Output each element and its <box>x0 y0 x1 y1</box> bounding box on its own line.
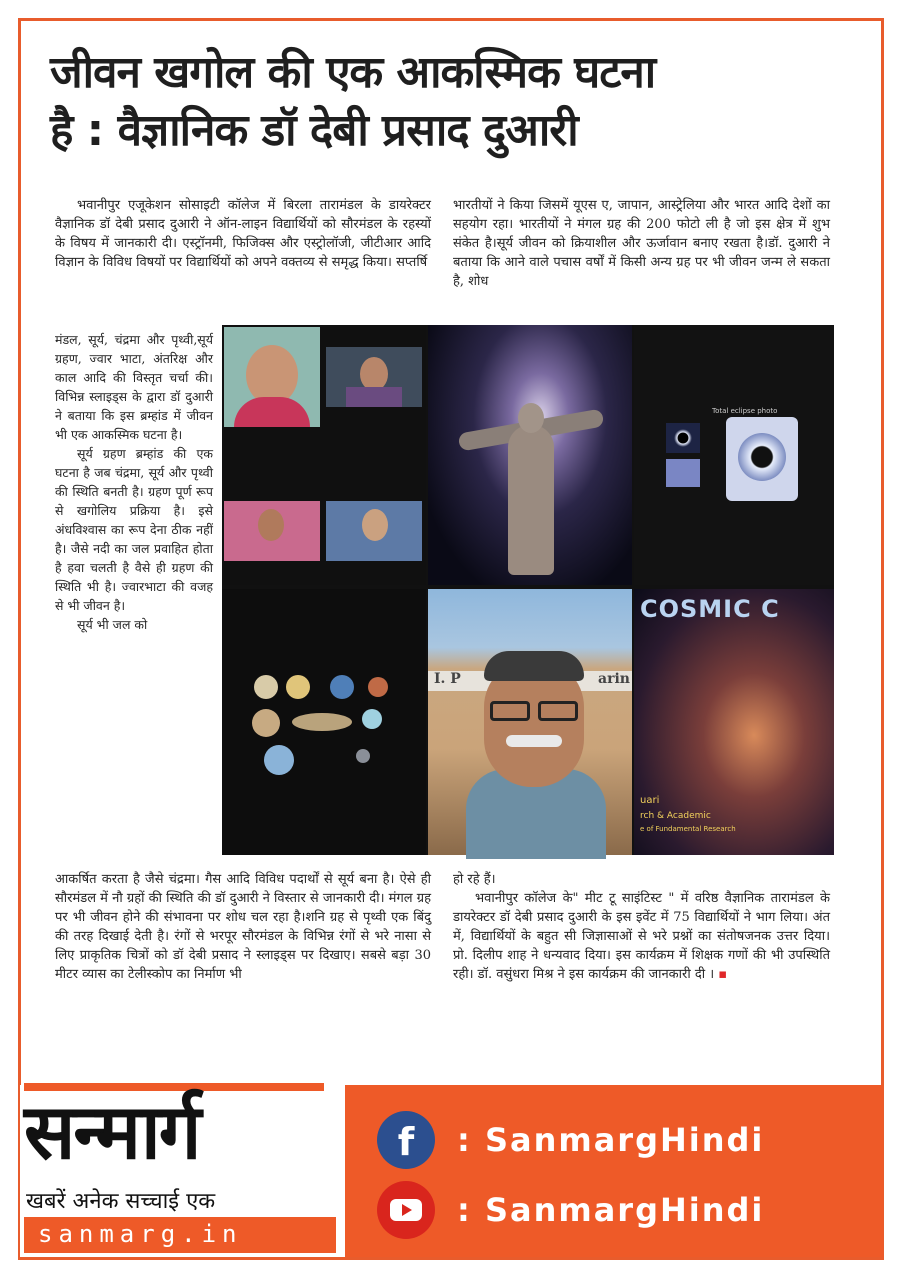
participant-4-face <box>362 509 388 541</box>
headline-line-1: जीवन खगोल की एक आकस्मिक घटना <box>50 47 656 98</box>
side-paragraph-3: सूर्य भी जल को <box>77 617 148 632</box>
eclipse-inset-2 <box>666 459 700 487</box>
eclipse-inset-1 <box>666 423 700 453</box>
side-paragraph-2: सूर्य ग्रहण ब्रम्हांड की एक घटना है जब चंद्रमा, सूर्य और पृथ्वी की स्थिति बनती है। ग्रहण पूर्ण रूप से खगोलिय प्रक्रिया है। इसे अंधविश्वास का रूप देना ठीक नहीं है। जैसे नदी का जल प्रवाहित होता है हवा चलती है वैसे ही ग्रहण की स्थिति भी है। ज्वारभाटा की वजह से भी जीवन है। <box>55 446 213 613</box>
youtube-handle[interactable]: : SanmargHindi <box>457 1191 765 1229</box>
slide-line-3: e of Fundamental Research <box>640 825 736 833</box>
planet-jupiter <box>252 709 280 737</box>
side-column <box>55 330 213 634</box>
photo-collage <box>222 325 834 855</box>
planet-small <box>356 749 370 763</box>
planet-neptune <box>264 745 294 775</box>
headline <box>50 44 850 160</box>
glasses-left <box>490 701 530 721</box>
facebook-row[interactable] <box>377 1111 857 1171</box>
speaker-hair <box>484 651 584 681</box>
speaker-photo <box>428 589 632 855</box>
side-paragraph-1: मंडल, सूर्य, चंद्रमा और पृथ्वी,सूर्य ग्रहण, ज्वार भाटा, अंतरिक्ष और काल आदि की विस्तृत चर्चा की। विभिन्न स्लाइड्स के द्वारा डॉ दुआरी ने बताया कि इस ब्रम्हांड में जीवन भी एक आकस्मिक घटना है। <box>55 332 213 442</box>
planet-mars <box>368 677 388 697</box>
bottom-left-paragraph: आकर्षित करता है जैसे चंद्रमा। गैस आदि विविध पदार्थों से सूर्य बना है। ऐसे ही सौरमंडल में नौ ग्रहों की स्थिति की डॉ दुआरी ने विस्तार से जानकारी दी। मंगल ग्रह पर भी जीवन होने की संभावना पर शोध चल रहा है।शनि ग्रह से पृथ्वी एक बिंदु की तरह दिखाई देती है। रंगों से भरपूर सौरमंडल के विभिन्न रंगों से भरे नासा से लिए प्राकृतिक चित्रों को डॉ देबी प्रसाद ने स्लाइड्स पर दिखाए। सबसे बड़ा 30 मीटर व्यास का टेलीस्कोप का निर्माण भी <box>55 872 431 982</box>
planet-saturn <box>292 713 352 731</box>
youtube-row[interactable] <box>377 1181 857 1241</box>
intro-left-paragraph: भवानीपुर एजूकेशन सोसाइटी कॉलेज में बिरला तारामंडल के डायरेक्टर वैज्ञानिक डॉ देबी प्रसाद दुआरी ने ऑन-लाइन विद्यार्थियों को सौरमंडल के रहस्यों के विषय में जानकारी दी। एस्ट्रॉनमी, फिजिक्स और एस्ट्रोलॉजी, जीटीआर आदि विज्ञान के विविध विषयों पर विद्यार्थियों को अपने वक्तव्य से समृद्ध किया। सप्तर्षि <box>55 198 431 270</box>
social-block <box>345 1085 883 1257</box>
participant-2-face <box>360 357 388 391</box>
facebook-icon[interactable] <box>377 1111 435 1169</box>
planet-uranus <box>362 709 382 729</box>
slide-line-1: uari <box>640 795 660 806</box>
planets-photo <box>222 589 426 855</box>
intro-right-column <box>453 196 830 291</box>
building-sign-right: arin <box>598 671 630 687</box>
brand-block <box>20 1085 345 1257</box>
brand-tagline: खबरें अनेक सच्चाई एक <box>26 1189 216 1214</box>
participant-4-tile <box>326 501 422 561</box>
bottom-right-paragraph-1: हो रहे हैं। <box>453 872 496 887</box>
corona-disc <box>738 433 786 481</box>
eclipse-photo <box>634 325 834 585</box>
participant-3-face <box>258 509 284 541</box>
building-sign-left: I. P <box>434 671 461 687</box>
eclipse-caption: Total eclipse photo <box>712 407 778 415</box>
participant-1-face <box>246 345 298 405</box>
bottom-right-text: भवानीपुर कॉलेज के" मीट टू साइंटिस्ट " में वरिष्ठ वैज्ञानिक तारामंडल के डायरेक्टर डॉ देबी प्रसाद दुआरी के इस इवेंट में 75 विद्यार्थियों ने भाग लिया। अंत में, विद्यार्थियों के बहुत सी जिज्ञासाओं से भरे प्रश्नों का संतोषजनक उत्तर दिया। प्रो. दिलीप शाह ने धन्यवाद दिया। इस कार्यक्रम में शिक्षक गणों की भी उपस्थिति रही। डॉ. वसुंधरा मिश्र ने इस कार्यक्रम की जानकारी दी । <box>453 891 830 982</box>
video-call-photo <box>222 325 426 585</box>
slide-line-2: rch & Academic <box>640 811 711 821</box>
planet-yellow <box>286 675 310 699</box>
end-mark: ▪ <box>718 967 728 982</box>
youtube-icon[interactable] <box>377 1181 435 1239</box>
planet-venus <box>254 675 278 699</box>
participant-2-body <box>346 387 402 407</box>
participant-3-tile <box>224 501 320 561</box>
headline-line-2: है : वैज्ञानिक डॉ देबी प्रसाद दुआरी <box>50 105 578 156</box>
bottom-right-paragraph-2 <box>453 889 830 984</box>
participant-2-tile <box>326 347 422 407</box>
figure-body <box>508 425 554 575</box>
glasses-right <box>538 701 578 721</box>
participant-1-tile <box>224 327 320 427</box>
cosmic-title: COSMIC C <box>640 595 780 623</box>
intro-right-paragraph: भारतीयों ने किया जिसमें यूएस ए, जापान, आस्ट्रेलिया और भारत आदि देशों का सहयोग रहा। भारतीयों ने मंगल ग्रह की 200 फोटो ली है जो इस क्षेत्र में शुभ संकेत है।सूर्य जीवन को क्रियाशील और ऊर्जावान बनाए रखता है।डॉ. दुआरी ने बताया कि आने वाले पचास वर्षों में किसी अन्य ग्रह पर भी जीवन जन्म ले सकता है, शोध <box>453 198 830 289</box>
facebook-handle[interactable]: : SanmargHindi <box>457 1121 765 1159</box>
bottom-right-column <box>453 870 830 984</box>
site-link[interactable]: sanmarg.in <box>38 1220 243 1248</box>
bottom-left-column <box>55 870 431 984</box>
participant-1-body <box>234 397 310 427</box>
galaxy-figure-photo <box>428 325 632 585</box>
figure-head <box>518 403 544 433</box>
planet-earth <box>330 675 354 699</box>
site-bar <box>24 1217 336 1253</box>
speaker-moustache <box>506 735 562 747</box>
svg-text:f: f <box>397 1120 415 1164</box>
brand-logo: सन्मार्ग <box>24 1087 200 1176</box>
corona-frame <box>726 417 798 501</box>
intro-left-column <box>55 196 431 272</box>
cosmic-slide-photo <box>634 589 834 855</box>
